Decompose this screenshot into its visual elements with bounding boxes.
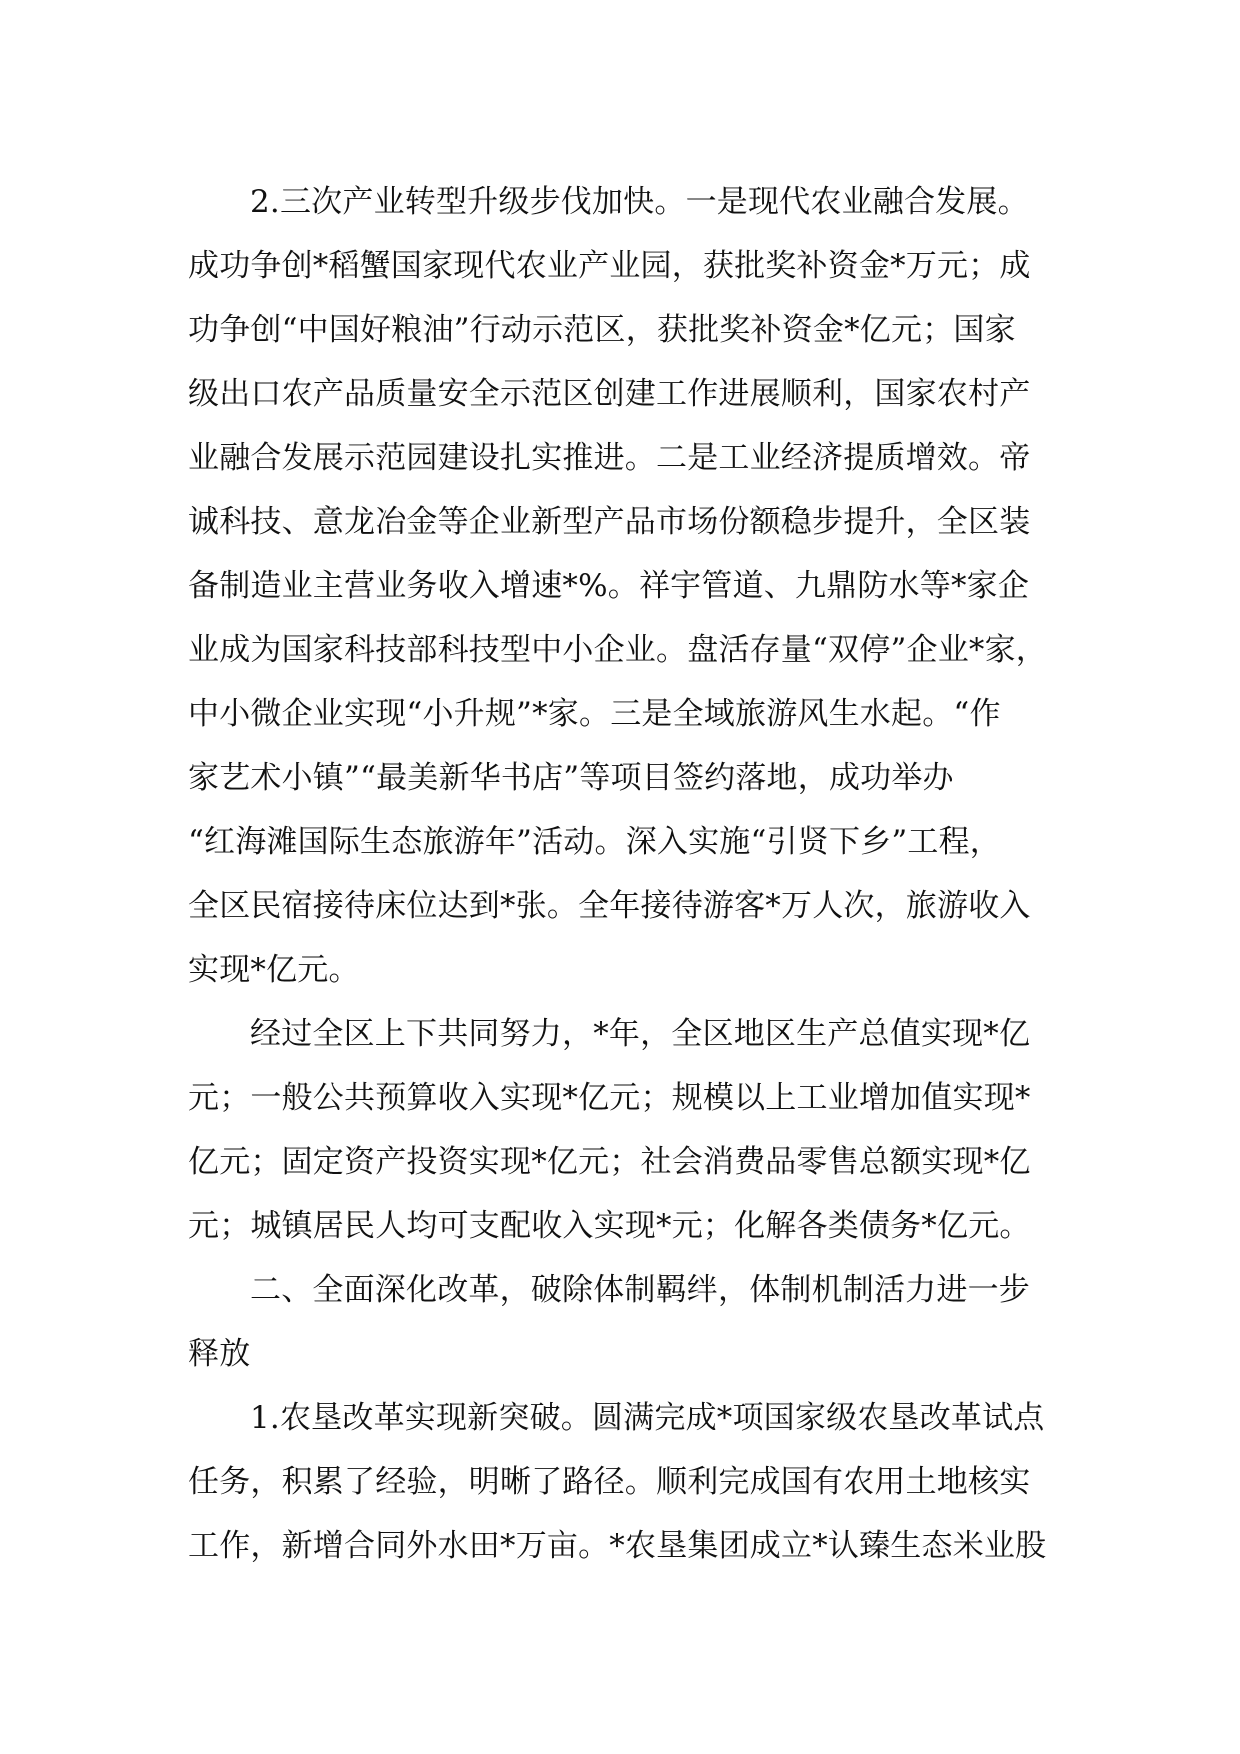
paragraph-line: 功争创“中国好粮油”行动示范区，获批奖补资金*亿元；国家 [188, 312, 1016, 348]
paragraph-line: 任务，积累了经验，明晰了路径。顺利完成国有农用土地核实 [188, 1464, 1031, 1500]
paragraph-line: 备制造业主营业务收入增速*%。祥宇管道、九鼎防水等*家企 [188, 568, 1030, 604]
paragraph-line: 业融合发展示范园建设扎实推进。二是工业经济提质增效。帝 [188, 440, 1031, 476]
paragraph-line: 1.农垦改革实现新突破。圆满完成*项国家级农垦改革试点 [250, 1400, 1045, 1436]
paragraph-line: 经过全区上下共同努力，*年，全区地区生产总值实现*亿 [250, 1016, 1031, 1052]
paragraph-line: 级出口农产品质量安全示范区创建工作进展顺利，国家农村产 [188, 376, 1031, 412]
paragraph-line: 业成为国家科技部科技型中小企业。盘活存量“双停”企业*家， [188, 632, 1047, 668]
paragraph-line: 实现*亿元。 [188, 952, 360, 988]
paragraph-line: 成功争创*稻蟹国家现代农业产业园，获批奖补资金*万元；成 [188, 248, 1031, 284]
paragraph-line: 元；城镇居民人均可支配收入实现*元；化解各类债务*亿元。 [188, 1208, 1031, 1244]
paragraph-line: 家艺术小镇”“最美新华书店”等项目签约落地，成功举办 [188, 760, 954, 796]
paragraph-line: 中小微企业实现“小升规”*家。三是全域旅游风生水起。“作 [188, 696, 1001, 732]
section-heading-line: 释放 [188, 1336, 251, 1372]
paragraph-line: 工作，新增合同外水田*万亩。*农垦集团成立*认臻生态米业股 [188, 1528, 1047, 1564]
section-heading-line: 二、全面深化改革，破除体制羁绊，体制机制活力进一步 [250, 1272, 1030, 1308]
document-body [188, 170, 1063, 1578]
paragraph-line: “红海滩国际生态旅游年”活动。深入实施“引贤下乡”工程， [188, 824, 1001, 860]
paragraph-line: 元；一般公共预算收入实现*亿元；规模以上工业增加值实现* [188, 1080, 1031, 1116]
paragraph-line: 亿元；固定资产投资实现*亿元；社会消费品零售总额实现*亿 [188, 1144, 1031, 1180]
paragraph-line: 诚科技、意龙冶金等企业新型产品市场份额稳步提升，全区装 [188, 504, 1031, 540]
paragraph-line: 2.三次产业转型升级步伐加快。一是现代农业融合发展。 [250, 184, 1029, 220]
paragraph-line: 全区民宿接待床位达到*张。全年接待游客*万人次，旅游收入 [188, 888, 1031, 924]
